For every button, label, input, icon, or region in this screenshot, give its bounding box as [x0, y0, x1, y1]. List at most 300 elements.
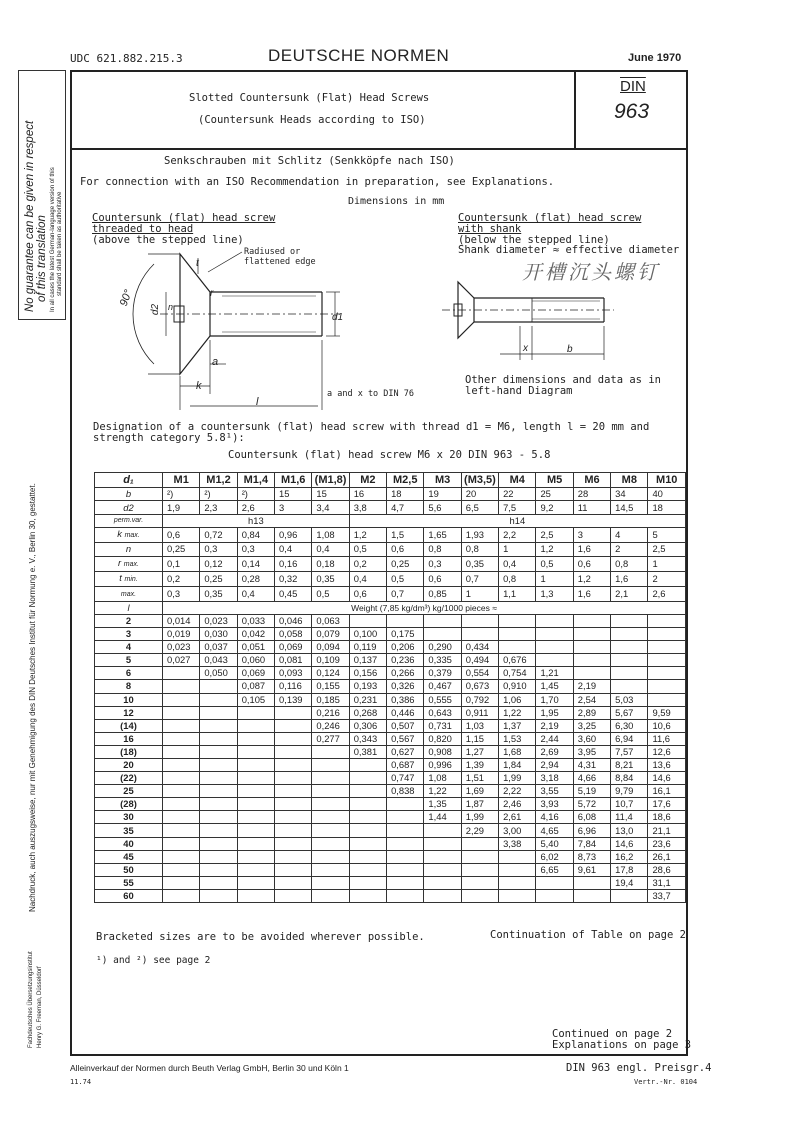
weight-cell — [200, 758, 237, 771]
weight-cell: 7,57 — [611, 745, 648, 758]
length-value: 10 — [95, 693, 163, 706]
length-row — [95, 706, 686, 719]
table-cell: 0,35 — [461, 556, 498, 571]
weight-cell: 0,277 — [312, 732, 349, 745]
weight-cell: 5,40 — [536, 837, 573, 850]
weight-cell — [275, 772, 312, 785]
weight-cell: 0,676 — [499, 654, 536, 667]
weight-cell: 0,027 — [163, 654, 200, 667]
l-label: l — [256, 396, 259, 408]
weight-cell — [275, 863, 312, 876]
length-row — [95, 772, 686, 785]
weight-cell: 1,27 — [461, 745, 498, 758]
weight-cell — [499, 850, 536, 863]
table-cell: 1,65 — [424, 528, 461, 543]
weight-cell: 5,03 — [611, 693, 648, 706]
weight-cell: 0,042 — [237, 628, 274, 641]
weight-cell — [312, 811, 349, 824]
x-label: x — [523, 343, 528, 354]
weight-cell: 1,45 — [536, 680, 573, 693]
length-row — [95, 824, 686, 837]
table-cell: 1,2 — [349, 528, 386, 543]
weight-cell — [611, 614, 648, 627]
weight-cell — [387, 811, 424, 824]
length-row — [95, 850, 686, 863]
table-cell: 1 — [536, 571, 573, 586]
weight-cell — [461, 850, 498, 863]
weight-cell: 0,051 — [237, 641, 274, 654]
weight-cell — [275, 798, 312, 811]
weight-cell: 0,910 — [499, 680, 536, 693]
table-cell: 20 — [461, 488, 498, 501]
table-cell: 0,72 — [200, 528, 237, 543]
weight-cell: 2,61 — [499, 811, 536, 824]
weight-cell — [312, 785, 349, 798]
size-header-cell: M8 — [611, 473, 648, 488]
table-cell: 0,5 — [349, 543, 386, 556]
weight-cell: 0,687 — [387, 758, 424, 771]
weight-cell — [424, 876, 461, 889]
length-row — [95, 758, 686, 771]
weight-cell: 21,1 — [648, 824, 686, 837]
weight-cell — [387, 863, 424, 876]
table-cell: ²) — [237, 488, 274, 501]
weight-cell — [573, 876, 610, 889]
weight-cell: 0,792 — [461, 693, 498, 706]
table-cell: ²) — [200, 488, 237, 501]
weight-cell: 2,94 — [536, 758, 573, 771]
weight-cell — [275, 732, 312, 745]
r-row-label: r max. — [95, 556, 163, 571]
table-cell: 2,6 — [237, 501, 274, 514]
table-cell: 0,8 — [424, 543, 461, 556]
length-row — [95, 641, 686, 654]
weight-cell: 1,70 — [536, 693, 573, 706]
weight-cell — [275, 785, 312, 798]
weight-cell — [349, 772, 386, 785]
weight-cell — [387, 614, 424, 627]
weight-cell: 12,6 — [648, 745, 686, 758]
weight-cell: 0,908 — [424, 745, 461, 758]
size-header-cell: M2,5 — [387, 473, 424, 488]
weight-cell: 8,84 — [611, 772, 648, 785]
r-row-qualifier: max. — [123, 560, 139, 568]
length-row — [95, 798, 686, 811]
weight-cell: 11,6 — [648, 732, 686, 745]
weight-cell: 0,290 — [424, 641, 461, 654]
weight-cell — [461, 628, 498, 641]
length-row — [95, 876, 686, 889]
weight-cell — [387, 889, 424, 902]
weight-cell — [648, 641, 686, 654]
weight-cell — [275, 719, 312, 732]
weight-cell: 0,627 — [387, 745, 424, 758]
weight-cell: 1,08 — [424, 772, 461, 785]
weight-cell — [163, 824, 200, 837]
weight-cell: 0,467 — [424, 680, 461, 693]
length-value: 3 — [95, 628, 163, 641]
weight-cell: 0,747 — [387, 772, 424, 785]
table-cell: 0,4 — [312, 543, 349, 556]
weight-cell — [648, 680, 686, 693]
length-value: 2 — [95, 614, 163, 627]
weight-cell — [163, 667, 200, 680]
weight-cell — [611, 628, 648, 641]
footnote-refs: ¹) and ²) see page 2 — [96, 955, 211, 966]
table-cell: 34 — [611, 488, 648, 501]
weight-cell: 0,326 — [387, 680, 424, 693]
weight-cell — [163, 889, 200, 902]
size-header-cell: M6 — [573, 473, 610, 488]
size-header-cell: M4 — [499, 473, 536, 488]
weight-cell — [349, 876, 386, 889]
weight-cell: 0,266 — [387, 667, 424, 680]
weight-cell: 0,079 — [312, 628, 349, 641]
n-label: n — [168, 302, 174, 312]
table-cell: 0,3 — [163, 586, 200, 601]
weight-cell — [349, 889, 386, 902]
weight-cell — [611, 667, 648, 680]
weight-cell: 3,60 — [573, 732, 610, 745]
weight-cell: 4,66 — [573, 772, 610, 785]
table-cell: 3,4 — [312, 501, 349, 514]
table-cell: 0,18 — [312, 556, 349, 571]
table-cell: 0,7 — [461, 571, 498, 586]
weight-cell: 0,381 — [349, 745, 386, 758]
weight-cell — [536, 614, 573, 627]
weight-cell: 2,19 — [536, 719, 573, 732]
n-row — [95, 543, 686, 556]
table-cell: 0,35 — [200, 586, 237, 601]
weight-cell: 0,231 — [349, 693, 386, 706]
table-cell: 7,5 — [499, 501, 536, 514]
table-cell: 0,2 — [349, 556, 386, 571]
weight-cell — [461, 837, 498, 850]
table-cell: ²) — [163, 488, 200, 501]
vertr-number: Vertr.-Nr. 0104 — [634, 1078, 698, 1086]
weight-cell: 0,554 — [461, 667, 498, 680]
weight-cell: 1,99 — [461, 811, 498, 824]
weight-cell: 2,89 — [573, 706, 610, 719]
weight-cell: 0,434 — [461, 641, 498, 654]
weight-cell: 0,081 — [275, 654, 312, 667]
weight-cell: 0,494 — [461, 654, 498, 667]
weight-cell: 26,1 — [648, 850, 686, 863]
weight-cell — [163, 837, 200, 850]
publisher-title: DEUTSCHE NORMEN — [268, 46, 450, 65]
weight-cell — [163, 863, 200, 876]
price-group: DIN 963 engl. Preisgr.4 — [566, 1062, 712, 1074]
designation-text-1: Designation of a countersunk (flat) head screw with thread d1 = M6, length l = 20 mm and — [93, 421, 650, 433]
weight-cell: 13,6 — [648, 758, 686, 771]
callout-leader — [208, 252, 242, 272]
weight-cell — [275, 706, 312, 719]
table-cell: 0,8 — [461, 543, 498, 556]
designation-example: Countersunk (flat) head screw M6 x 20 DIN 963 - 5.8 — [228, 449, 551, 461]
t-max-row-qualifier: max. — [120, 590, 137, 598]
weight-cell: 33,7 — [648, 889, 686, 902]
size-header-row — [95, 473, 686, 488]
table-cell: 4,7 — [387, 501, 424, 514]
weight-cell — [461, 863, 498, 876]
weight-cell — [237, 772, 274, 785]
a-and-x-note: a and x to DIN 76 — [327, 389, 414, 399]
weight-cell: 13,0 — [611, 824, 648, 837]
length-value: 20 — [95, 758, 163, 771]
weight-cell: 2,22 — [499, 785, 536, 798]
weight-cell — [573, 614, 610, 627]
weight-cell: 0,507 — [387, 719, 424, 732]
weight-cell — [312, 889, 349, 902]
weight-cell: 1,53 — [499, 732, 536, 745]
table-cell: 0,85 — [424, 586, 461, 601]
weight-cell: 0,069 — [275, 641, 312, 654]
table-cell: 2,2 — [499, 528, 536, 543]
weight-cell — [387, 850, 424, 863]
table-cell: 0,6 — [387, 543, 424, 556]
length-label: l — [95, 601, 163, 614]
weight-cell: 23,6 — [648, 837, 686, 850]
weight-cell: 0,268 — [349, 706, 386, 719]
screw-drawing-left — [130, 244, 440, 412]
weight-cell — [200, 798, 237, 811]
length-row — [95, 745, 686, 758]
weight-cell — [237, 811, 274, 824]
d2-row — [95, 501, 686, 514]
weight-cell: 0,335 — [424, 654, 461, 667]
right-figure-title-3: (below the stepped line) — [458, 234, 610, 246]
table-cell: 0,84 — [237, 528, 274, 543]
weight-cell: 0,567 — [387, 732, 424, 745]
weight-cell: 0,100 — [349, 628, 386, 641]
weight-cell: 17,6 — [648, 798, 686, 811]
weight-cell — [536, 628, 573, 641]
size-header-cell: (M1,8) — [312, 473, 349, 488]
disclaimer-line-2: of this translation — [36, 215, 48, 302]
length-value: 50 — [95, 863, 163, 876]
weight-cell: 0,673 — [461, 680, 498, 693]
translator-line-1: Fachdeutsches Übersetzungsinstitut — [28, 951, 34, 1048]
weight-cell: 0,119 — [349, 641, 386, 654]
table-cell: 0,3 — [424, 556, 461, 571]
weight-cell: 1,35 — [424, 798, 461, 811]
left-figure-title-3: (above the stepped line) — [92, 234, 244, 246]
weight-cell: 16,2 — [611, 850, 648, 863]
weight-cell: 1,37 — [499, 719, 536, 732]
weight-cell — [237, 732, 274, 745]
perm-h14: h14 — [349, 514, 685, 527]
perm-h13: h13 — [163, 514, 350, 527]
table-cell: 11 — [573, 501, 610, 514]
table-cell: 0,8 — [499, 571, 536, 586]
length-row — [95, 863, 686, 876]
weight-cell: 9,79 — [611, 785, 648, 798]
weight-cell — [200, 811, 237, 824]
t-label: t — [196, 258, 199, 269]
size-header-cell: (M3,5) — [461, 473, 498, 488]
weight-cell — [312, 745, 349, 758]
weight-cell — [163, 693, 200, 706]
table-cell: 0,6 — [424, 571, 461, 586]
weight-cell: 2,54 — [573, 693, 610, 706]
weight-cell — [312, 772, 349, 785]
weight-cell — [573, 641, 610, 654]
weight-cell: 1,95 — [536, 706, 573, 719]
weight-cell: 0,139 — [275, 693, 312, 706]
weight-cell: 0,014 — [163, 614, 200, 627]
length-value: 8 — [95, 680, 163, 693]
weight-cell — [461, 876, 498, 889]
weight-cell — [163, 745, 200, 758]
table-cell: 25 — [536, 488, 573, 501]
weight-cell — [536, 889, 573, 902]
weight-cell — [424, 889, 461, 902]
weight-cell — [200, 745, 237, 758]
weight-cell — [312, 758, 349, 771]
weight-cell — [163, 706, 200, 719]
weight-cell: 1,84 — [499, 758, 536, 771]
table-cell: 0,5 — [536, 556, 573, 571]
b-row — [95, 488, 686, 501]
weight-cell — [200, 680, 237, 693]
weight-cell — [200, 889, 237, 902]
weight-cell — [312, 876, 349, 889]
size-header-cell: M1 — [163, 473, 200, 488]
weight-cell: 0,155 — [312, 680, 349, 693]
weight-cell: 0,838 — [387, 785, 424, 798]
angle-label: 90° — [117, 288, 135, 308]
weight-cell — [275, 876, 312, 889]
table-cell: 0,12 — [200, 556, 237, 571]
weight-cell — [163, 758, 200, 771]
weight-cell — [499, 863, 536, 876]
weight-cell — [237, 876, 274, 889]
weight-cell: 0,116 — [275, 680, 312, 693]
table-cell: 5,6 — [424, 501, 461, 514]
weight-cell: 4,31 — [573, 758, 610, 771]
weight-cell — [499, 889, 536, 902]
table-cell: 3 — [573, 528, 610, 543]
weight-cell — [648, 667, 686, 680]
weight-cell — [200, 876, 237, 889]
weight-cell — [461, 614, 498, 627]
size-header-cell: M10 — [648, 473, 686, 488]
weight-cell: 0,060 — [237, 654, 274, 667]
table-cell: 15 — [312, 488, 349, 501]
weight-cell: 10,6 — [648, 719, 686, 732]
table-cell: 2 — [611, 543, 648, 556]
table-cell: 2,5 — [648, 543, 686, 556]
continuation-note: Continuation of Table on page 2 — [490, 929, 686, 941]
sales-note: Alleinverkauf der Normen durch Beuth Verlag GmbH, Berlin 30 und Köln 1 — [70, 1063, 349, 1073]
length-value: 6 — [95, 667, 163, 680]
table-cell: 0,32 — [275, 571, 312, 586]
table-cell: 1,6 — [611, 571, 648, 586]
perm-var-label: perm.var. — [95, 514, 163, 527]
weight-cell: 0,446 — [387, 706, 424, 719]
d1-label: d1 — [332, 312, 344, 323]
table-cell: 6,5 — [461, 501, 498, 514]
shank-diameter-note: Shank diameter ≈ effective diameter — [458, 244, 680, 256]
weight-cell: 1,68 — [499, 745, 536, 758]
weight-cell: 5,19 — [573, 785, 610, 798]
k-row-qualifier: max. — [124, 532, 140, 540]
table-cell: 40 — [648, 488, 686, 501]
callout-line-1: Radiused or — [244, 247, 301, 257]
weight-cell — [349, 824, 386, 837]
right-figure-title-1: Countersunk (flat) head screw — [458, 212, 642, 224]
weight-cell: 0,185 — [312, 693, 349, 706]
weight-cell: 0,109 — [312, 654, 349, 667]
table-cell: 1,6 — [573, 543, 610, 556]
left-figure-title-2: threaded to head — [92, 223, 194, 235]
handwritten-annotation: 开槽沉头螺钉 — [522, 262, 660, 284]
weight-cell: 7,84 — [573, 837, 610, 850]
length-row — [95, 628, 686, 641]
length-row — [95, 654, 686, 667]
table-cell: 4 — [611, 528, 648, 543]
weight-cell: 0,030 — [200, 628, 237, 641]
weight-cell: 10,7 — [611, 798, 648, 811]
weight-cell — [499, 614, 536, 627]
subtitle-german: Senkschrauben mit Schlitz (Senkköpfe nach ISO) — [164, 155, 455, 167]
table-cell: 0,5 — [387, 571, 424, 586]
weight-cell — [648, 628, 686, 641]
weight-cell: 9,59 — [648, 706, 686, 719]
weight-cell: 2,69 — [536, 745, 573, 758]
table-cell: 0,7 — [387, 586, 424, 601]
continued-note: Continued on page 2 — [552, 1028, 673, 1040]
weight-cell: 0,386 — [387, 693, 424, 706]
weight-cell: 28,6 — [648, 863, 686, 876]
weight-cell — [536, 876, 573, 889]
weight-cell — [200, 837, 237, 850]
weight-cell — [200, 785, 237, 798]
size-row-label: d₁ — [95, 473, 163, 488]
r-label: r — [210, 288, 214, 299]
length-value: 12 — [95, 706, 163, 719]
weight-cell: 0,019 — [163, 628, 200, 641]
length-row — [95, 837, 686, 850]
weight-cell: 2,44 — [536, 732, 573, 745]
weight-cell — [349, 863, 386, 876]
weight-cell — [275, 824, 312, 837]
table-cell: 2,1 — [611, 586, 648, 601]
din-label: DIN — [620, 78, 646, 95]
table-cell: 3 — [275, 501, 312, 514]
table-cell: 0,45 — [275, 586, 312, 601]
weight-cell: 18,6 — [648, 811, 686, 824]
weight-cell: 1,99 — [499, 772, 536, 785]
table-cell: 0,3 — [200, 543, 237, 556]
right-figure-title-2: with shank — [458, 223, 522, 235]
weight-cell: 3,38 — [499, 837, 536, 850]
size-header-cell: M2 — [349, 473, 386, 488]
callout-line-2: flattened edge — [244, 257, 316, 267]
t-max-row — [95, 586, 686, 601]
weight-cell — [237, 785, 274, 798]
table-cell: 1,9 — [163, 501, 200, 514]
weight-cell: 0,037 — [200, 641, 237, 654]
weight-cell: 1,22 — [424, 785, 461, 798]
table-cell: 0,96 — [275, 528, 312, 543]
length-value: 60 — [95, 889, 163, 902]
weight-cell: 0,069 — [237, 667, 274, 680]
weight-cell: 0,343 — [349, 732, 386, 745]
title-line-1: Slotted Countersunk (Flat) Head Screws — [189, 92, 430, 104]
weight-cell — [237, 745, 274, 758]
weight-cell — [163, 732, 200, 745]
